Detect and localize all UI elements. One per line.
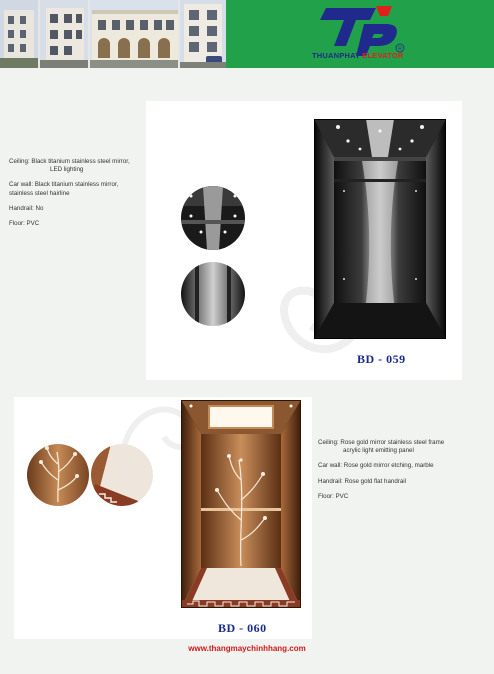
- building-photo-strip: [0, 0, 226, 68]
- wall-etching-detail-image: [27, 444, 89, 506]
- building-photo-2: [40, 0, 90, 68]
- header-banner: [0, 0, 494, 68]
- floor-pattern-detail-image: [91, 444, 153, 506]
- brand-name: [312, 51, 422, 60]
- spec-ceiling-cont: LED lighting: [50, 166, 84, 174]
- spec-car-wall-cont: stainless steel hairline: [9, 189, 70, 197]
- spec-handrail-2: Handrail: Rose gold flat handrail: [318, 477, 407, 485]
- svg-text:R: R: [398, 46, 402, 52]
- elevator-render-bd060: [181, 400, 301, 608]
- elevator-render-bd059: [314, 119, 446, 339]
- model-label-bd060: BD - 060: [218, 621, 267, 635]
- ceiling-detail-image-1: [181, 186, 245, 250]
- building-photo-1: [0, 0, 40, 68]
- spec-ceiling: Ceiling: Black titanium stainless steel mirror,: [9, 158, 130, 165]
- building-photo-4: [180, 0, 226, 68]
- model-label-bd059: BD - 059: [357, 352, 406, 366]
- spec-ceiling-2: Ceiling: Rose gold mirror stainless steel frame: [318, 439, 445, 446]
- spec-car-wall-2: Car wall: Rose gold mirror etching, marble: [318, 462, 434, 470]
- building-photo-3: [90, 0, 180, 68]
- spec-handrail: Handrail: No: [9, 204, 44, 212]
- brand-name-part2: ELEVATOR: [362, 51, 404, 60]
- spec-car-wall: Car wall: Black titanium stainless mirror,: [9, 181, 119, 189]
- website-link[interactable]: www.thangmaychinhhang.com: [188, 644, 306, 653]
- spec-ceiling-2-cont: acrylic light emitting panel: [343, 447, 414, 455]
- spec-floor: Floor: PVC: [9, 220, 40, 228]
- product-2-specs: [318, 439, 488, 508]
- spec-floor-2: Floor: PVC: [318, 492, 349, 500]
- wall-detail-image-1: [181, 262, 245, 326]
- brand-name-part1: THUANPHAT: [312, 51, 360, 60]
